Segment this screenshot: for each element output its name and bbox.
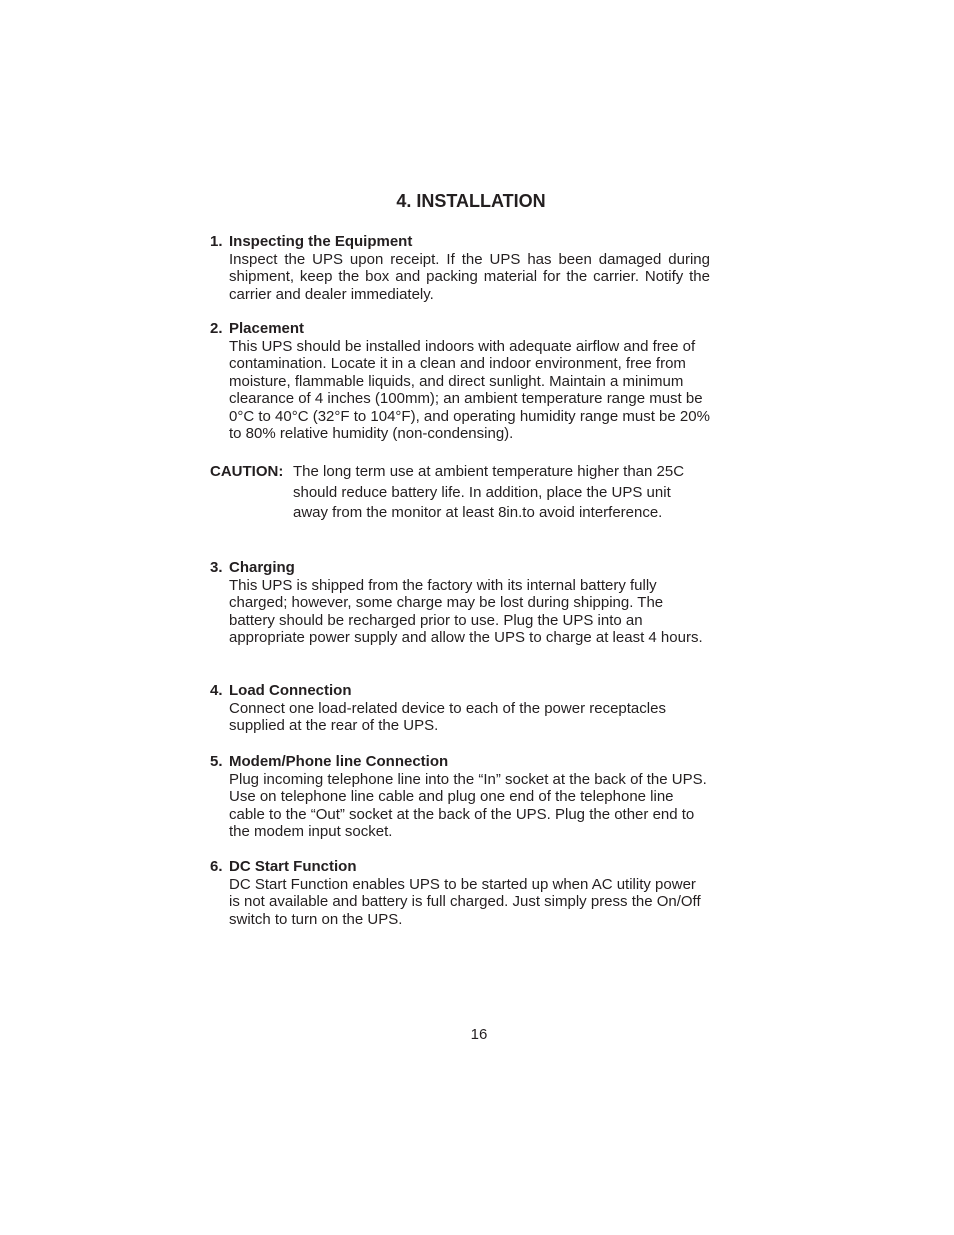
section-heading-text: Inspecting the Equipment (229, 233, 413, 250)
section-body-text: Plug incoming telephone line into the “In” socket at the back of the UPS. Use on telephone line cable and plug one end of the telephone line cable to the “Out” socket at the back of the UPS. Plug the other end to the modem input socket. (229, 770, 707, 840)
caution-label: CAUTION: (210, 463, 284, 480)
page-title: 4. INSTALLATION (396, 191, 546, 211)
section-body-text: DC Start Function enables UPS to be started up when AC utility power is not available and battery is full charged. Just simply press the On/Off switch to turn on the UPS. (229, 875, 701, 928)
section-number: 4. (210, 682, 223, 699)
section-heading (210, 858, 710, 876)
section-heading-text: Placement (229, 320, 305, 337)
section-body (229, 577, 710, 647)
section-load-connection (210, 682, 710, 735)
section-heading (210, 320, 710, 338)
section-body (229, 700, 710, 735)
section-number: 5. (210, 753, 223, 770)
section-dc-start-function (210, 858, 710, 928)
section-heading-text: Modem/Phone line Connection (229, 753, 449, 770)
section-body (229, 771, 710, 841)
section-body (229, 876, 710, 929)
section-charging (210, 559, 710, 647)
section-heading-text: DC Start Function (229, 858, 357, 875)
section-heading (210, 682, 710, 700)
section-heading (210, 559, 710, 577)
section-number: 2. (210, 320, 223, 337)
section-placement (210, 320, 710, 443)
section-heading (210, 233, 710, 251)
section-heading-text: Charging (229, 559, 295, 576)
section-modem-phone-connection (210, 753, 710, 841)
section-heading-text: Load Connection (229, 682, 352, 699)
caution-text: The long term use at ambient temperature higher than 25C should reduce battery life. In addition, place the UPS unit away from the monitor at least 8in.to avoid interference. (293, 463, 685, 521)
section-number: 1. (210, 233, 223, 250)
section-body-text: This UPS is shipped from the factory with its internal battery fully charged; however, some charge may be lost during shipping. The battery should be recharged prior to use. Plug the UPS into an appropriate power supply and allow the UPS to charge at least 4 hours. (229, 576, 703, 646)
section-number: 6. (210, 858, 223, 875)
page-number: 16 (470, 1026, 488, 1043)
section-inspecting-equipment (210, 233, 710, 303)
caution-note (210, 462, 710, 524)
section-heading (210, 753, 710, 771)
section-body-text: This UPS should be installed indoors with adequate airflow and free of contamination. Locate it in a clean and indoor environment, free from moisture, flammable liquids, and direct sunlight. Maintain a minimum clearance of 4 inches (100mm); an ambient temperature range must be 0°C to 40°C (32°F to 104°F), and operating humidity range must be 20% to 80% relative humidity (non-condensing). (229, 337, 710, 442)
section-body-text: Inspect the UPS upon receipt. If the UPS has been damaged during shipment, keep the box and packing material for the carrier. Notify the carrier and dealer immediately. (229, 250, 710, 303)
section-body (229, 251, 710, 304)
section-body-text: Connect one load-related device to each of the power receptacles supplied at the rear of the UPS. (229, 699, 666, 734)
section-body (229, 338, 710, 443)
section-number: 3. (210, 559, 223, 576)
